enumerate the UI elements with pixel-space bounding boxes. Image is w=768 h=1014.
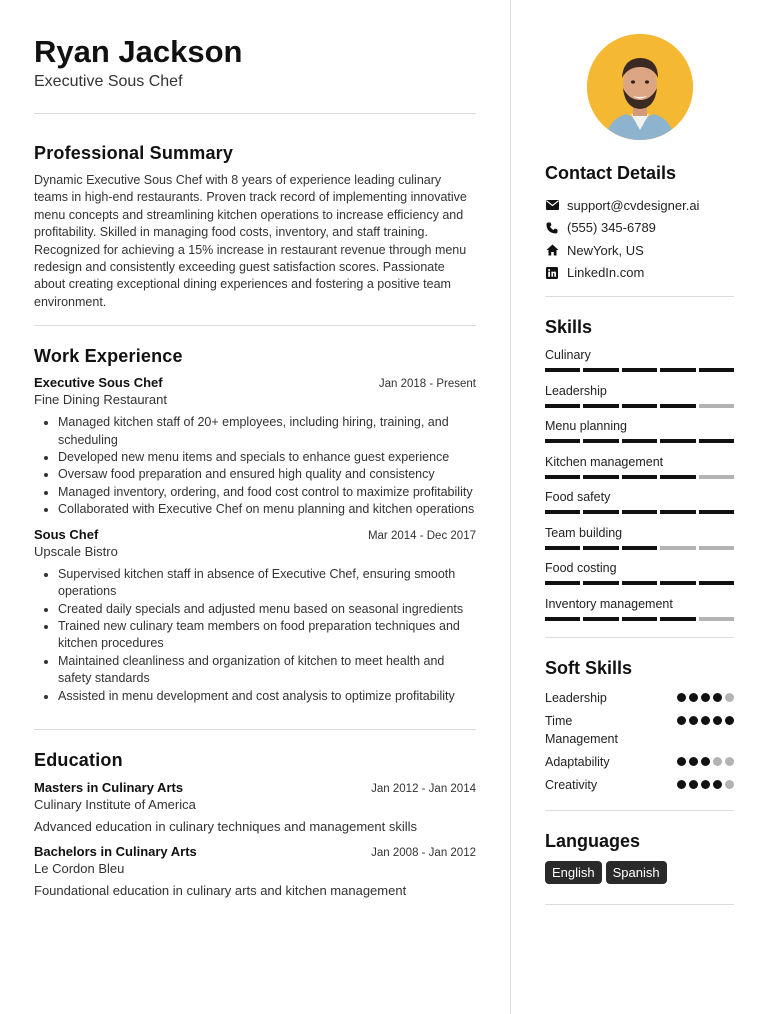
skill-name: Culinary <box>545 348 591 362</box>
soft-skill-rating <box>677 693 734 702</box>
skills-section <box>545 316 734 621</box>
skill-item <box>545 454 734 479</box>
skill-level-bar <box>545 617 734 621</box>
skill-item <box>545 525 734 550</box>
skill-level-segment <box>699 439 734 443</box>
skill-item <box>545 596 734 621</box>
summary-section <box>34 142 476 311</box>
contact-phone[interactable] <box>545 217 734 240</box>
skill-level-bar <box>545 475 734 479</box>
skill-level-segment <box>545 617 580 621</box>
skill-name: Food costing <box>545 561 617 575</box>
education-heading: Education <box>34 749 123 770</box>
skill-name: Inventory management <box>545 596 673 611</box>
skill-level-segment <box>583 581 618 585</box>
job-bullets <box>34 566 476 705</box>
rating-dot <box>713 716 722 725</box>
skill-level-segment <box>583 510 618 514</box>
education-date: Jan 2012 - Jan 2014 <box>371 782 476 795</box>
skill-level-segment <box>699 475 734 479</box>
degree-title: Masters in Culinary Arts <box>34 779 184 795</box>
education-entry <box>34 844 476 898</box>
list-item: • Assisted in menu development and cost analysis to optimize profitability <box>58 688 476 705</box>
rating-dot <box>701 716 710 725</box>
divider <box>34 729 476 730</box>
job-entry <box>34 527 476 705</box>
skill-name: Kitchen management <box>545 454 664 469</box>
skill-level-segment <box>622 475 657 479</box>
education-section <box>34 749 476 898</box>
skill-level-segment <box>545 510 580 514</box>
skill-level-segment <box>583 546 618 550</box>
list-item: • Developed new menu items and specials to enhance guest experience <box>58 449 476 466</box>
rating-dot <box>713 757 722 766</box>
skill-level-segment <box>660 439 695 443</box>
envelope-icon <box>545 198 559 212</box>
contact-location <box>545 239 734 262</box>
divider <box>545 637 734 638</box>
divider <box>34 113 476 114</box>
skill-level-segment <box>583 439 618 443</box>
skill-level-bar <box>545 439 734 443</box>
skill-item <box>545 347 734 372</box>
skill-level-segment <box>622 617 657 621</box>
linkedin-icon <box>545 266 559 280</box>
divider <box>545 904 734 905</box>
soft-skill-rating <box>677 757 734 766</box>
divider <box>34 325 476 326</box>
degree-title: Bachelors in Culinary Arts <box>34 843 197 859</box>
list-item: • Maintained cleanliness and organization of kitchen to meet health and safety standards <box>58 653 476 688</box>
skill-name: Food safety <box>545 490 611 504</box>
soft-skill-rating <box>677 716 734 725</box>
soft-skills-heading: Soft Skills <box>545 657 633 678</box>
soft-skill-item <box>545 712 734 748</box>
rating-dot <box>677 693 686 702</box>
skill-level-bar <box>545 546 734 550</box>
skill-level-segment <box>545 581 580 585</box>
skill-level-segment <box>545 439 580 443</box>
soft-skill-name: Leadership <box>545 690 607 705</box>
skill-level-segment <box>660 404 695 408</box>
job-title: Sous Chef <box>34 526 99 542</box>
job-date: Mar 2014 - Dec 2017 <box>367 529 476 542</box>
job-bullets <box>34 414 476 518</box>
language-tag: Spanish <box>606 861 667 884</box>
skills-list <box>545 347 734 621</box>
rating-dot <box>713 693 722 702</box>
contact-section <box>545 162 734 284</box>
rating-dot <box>677 780 686 789</box>
skills-heading: Skills <box>545 317 593 337</box>
skill-level-segment <box>583 368 618 372</box>
skill-item <box>545 489 734 514</box>
phone-text: (555) 345-6789 <box>567 220 656 236</box>
soft-skill-item <box>545 753 734 771</box>
rating-dot <box>689 780 698 789</box>
skill-level-segment <box>622 368 657 372</box>
skill-level-segment <box>660 475 695 479</box>
rating-dot <box>725 757 734 766</box>
list-item: • Trained new culinary team members on food preparation techniques and kitchen procedures <box>58 618 476 653</box>
skill-level-segment <box>699 510 734 514</box>
skill-level-segment <box>622 510 657 514</box>
soft-skill-name: Adaptability <box>545 754 610 769</box>
skill-item <box>545 383 734 408</box>
skill-level-segment <box>699 368 734 372</box>
experience-heading: Work Experience <box>34 346 183 367</box>
skill-item <box>545 418 734 443</box>
soft-skills-section <box>545 657 734 794</box>
soft-skill-name: Time Management <box>545 713 618 746</box>
list-item: • Created daily specials and adjusted menu based on seasonal ingredients <box>58 601 476 618</box>
soft-skill-rating <box>677 780 734 789</box>
skill-level-segment <box>660 546 695 550</box>
skill-level-segment <box>583 404 618 408</box>
skill-level-segment <box>699 546 734 550</box>
rating-dot <box>725 780 734 789</box>
divider <box>545 810 734 811</box>
skill-level-segment <box>660 617 695 621</box>
location-text: NewYork, US <box>567 242 644 258</box>
skill-level-segment <box>545 404 580 408</box>
skill-level-segment <box>622 546 657 550</box>
skill-level-segment <box>545 546 580 550</box>
skill-level-segment <box>699 404 734 408</box>
divider <box>545 296 734 297</box>
skill-level-segment <box>545 475 580 479</box>
list-item: • Collaborated with Executive Chef on menu planning and kitchen operations <box>58 501 476 518</box>
rating-dot <box>677 757 686 766</box>
skill-level-segment <box>699 617 734 621</box>
summary-text: Dynamic Executive Sous Chef with 8 years of experience leading culinary teams in high-end restaurants. Proven track record of implementing innovative menu concepts and streamlining kitchen operations to increase efficiency and profitability. Skilled in managing food costs, inventory, and staff training. Recognized for achieving a 15% increase in restaurant revenue through menu redesign and consistently exceeding guest satisfaction scores. Passionate about creating exceptional dining experiences and fostering a positive team environment. <box>34 173 467 309</box>
skill-name: Menu planning <box>545 419 628 433</box>
rating-dot <box>725 716 734 725</box>
skill-level-segment <box>545 368 580 372</box>
linkedin-text: LinkedIn.com <box>567 265 645 281</box>
rating-dot <box>725 693 734 702</box>
rating-dot <box>677 716 686 725</box>
job-company: Fine Dining Restaurant <box>34 392 167 408</box>
languages-heading: Languages <box>545 830 641 851</box>
skill-level-segment <box>660 510 695 514</box>
candidate-name: Ryan Jackson <box>34 34 243 69</box>
rating-dot <box>713 780 722 789</box>
skill-level-segment <box>583 475 618 479</box>
school-name: Culinary Institute of America <box>34 796 196 812</box>
skill-name: Team building <box>545 525 623 540</box>
languages-section <box>545 830 734 884</box>
skill-level-segment <box>660 368 695 372</box>
education-entry <box>34 780 476 834</box>
rating-dot <box>701 780 710 789</box>
skill-name: Leadership <box>545 383 607 398</box>
contact-linkedin[interactable] <box>545 262 734 285</box>
candidate-title: Executive Sous Chef <box>34 73 183 90</box>
education-description: Advanced education in culinary techniques and management skills <box>34 818 418 834</box>
avatar <box>587 34 693 140</box>
education-date: Jan 2008 - Jan 2012 <box>371 846 476 859</box>
soft-skill-item <box>545 689 734 707</box>
education-description: Foundational education in culinary arts and kitchen management <box>34 882 407 898</box>
phone-icon <box>545 221 559 235</box>
summary-heading: Professional Summary <box>34 143 234 163</box>
soft-skill-name: Creativity <box>545 777 598 792</box>
job-company: Upscale Bistro <box>34 543 118 559</box>
skill-level-bar <box>545 368 734 372</box>
rating-dot <box>689 693 698 702</box>
experience-section <box>34 345 476 705</box>
rating-dot <box>689 757 698 766</box>
home-icon <box>545 243 559 257</box>
skill-level-bar <box>545 581 734 585</box>
skill-level-bar <box>545 404 734 408</box>
sidebar-column <box>510 0 768 1014</box>
soft-skills-list <box>545 689 734 794</box>
contact-email[interactable] <box>545 194 734 217</box>
rating-dot <box>689 716 698 725</box>
rating-dot <box>701 693 710 702</box>
skill-level-bar <box>545 510 734 514</box>
job-date: Jan 2018 - Present <box>378 378 476 391</box>
languages-list <box>545 861 734 884</box>
skill-level-segment <box>699 581 734 585</box>
list-item: • Managed inventory, ordering, and food cost control to maximize profitability <box>58 484 476 501</box>
job-title: Executive Sous Chef <box>34 375 163 391</box>
job-entry <box>34 375 476 518</box>
skill-level-segment <box>622 404 657 408</box>
soft-skill-item <box>545 776 734 794</box>
list-item: • Oversaw food preparation and ensured high quality and consistency <box>58 466 476 483</box>
rating-dot <box>701 757 710 766</box>
skill-level-segment <box>622 581 657 585</box>
person-photo-icon <box>587 34 693 140</box>
list-item: • Managed kitchen staff of 20+ employees, including hiring, training, and scheduling <box>58 414 476 449</box>
contact-heading: Contact Details <box>545 163 677 183</box>
language-tag: English <box>545 861 602 884</box>
skill-level-segment <box>622 439 657 443</box>
skill-level-segment <box>660 581 695 585</box>
list-item: • Supervised kitchen staff in absence of Executive Chef, ensuring smooth operations <box>58 566 476 601</box>
skill-item <box>545 560 734 585</box>
skill-level-segment <box>583 617 618 621</box>
school-name: Le Cordon Bleu <box>34 860 125 876</box>
email-text: support@cvdesigner.ai <box>567 197 700 213</box>
